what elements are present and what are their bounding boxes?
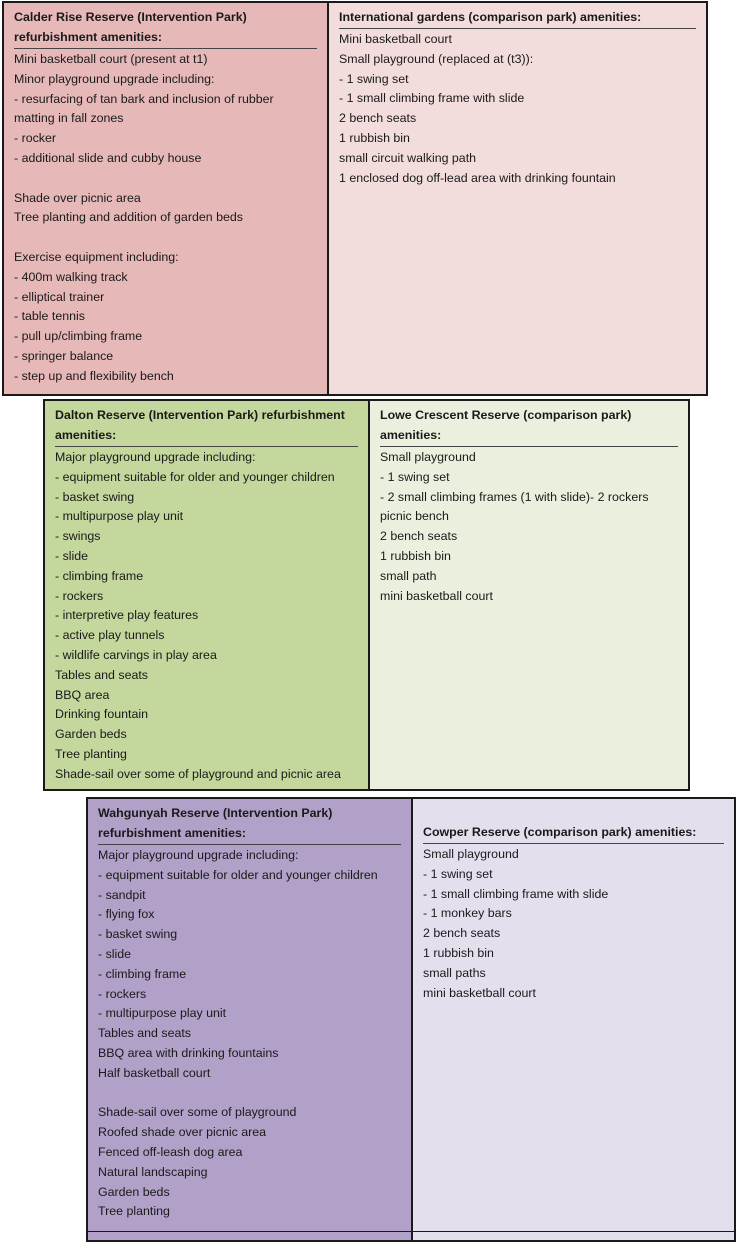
amenity-item: - rockers [98,986,147,1001]
amenity-item: 2 bench seats [339,111,417,126]
amenity-item: Drinking fountain [55,707,148,722]
amenity-item: - rocker [14,131,56,146]
amenity-list [14,50,317,387]
amenity-item: - 1 small climbing frame with slide [423,886,609,901]
section-title: Cowper Reserve (comparison park) amenities: [423,803,724,844]
amenity-item: - climbing frame [98,966,187,981]
amenity-item: picnic bench [380,509,449,524]
amenity-item: - multipurpose play unit [98,1006,227,1021]
amenity-item: - elliptical trainer [14,289,105,304]
section-title: Calder Rise Reserve (Intervention Park) refurbishment amenities: [14,7,317,49]
amenity-item: - 1 swing set [423,866,493,881]
amenity-item: 1 rubbish bin [423,945,494,960]
amenity-item: Garden beds [98,1184,170,1199]
amenity-item: - slide [55,548,89,563]
amenity-item: - table tennis [14,309,85,324]
calder-international-panel [2,1,708,396]
amenity-item: mini basketball court [380,588,493,603]
amenity-item: Major playground upgrade including: [98,848,299,862]
amenity-item: 2 bench seats [423,926,501,941]
amenity-item: 1 rubbish bin [380,548,451,563]
amenity-item: Tables and seats [55,667,148,682]
amenity-item: small path [380,568,437,583]
amenity-item: - equipment suitable for older and younger children [55,469,335,484]
amenity-item: Small playground [380,450,476,464]
amenity-item: - slide [98,946,132,961]
amenity-item: - active play tunnels [55,628,165,643]
amenity-item: - pull up/climbing frame [14,329,143,344]
cowper-reserve-section [411,799,734,1240]
amenity-item: - resurfacing of tan bark and inclusion of rubber matting in fall zones [14,91,274,126]
calder-rise-reserve-section [4,3,327,394]
amenity-item: - flying fox [98,907,155,922]
amenity-item: - 1 swing set [380,469,450,484]
section-title: International gardens (comparison park) amenities: [339,7,696,29]
amenity-item: Tables and seats [98,1026,191,1041]
amenity-list [339,30,696,188]
amenity-item: Shade-sail over some of playground [98,1105,297,1120]
amenity-item: - sandpit [98,887,146,902]
amenity-list [423,845,724,1003]
amenity-item: Exercise equipment including: [14,249,179,264]
amenity-item: small circuit walking path [339,150,477,165]
amenity-item: - step up and flexibility bench [14,368,174,383]
amenity-item: - 2 small climbing frames (1 with slide)- 2 rockers [380,489,649,504]
amenity-item: Natural landscaping [98,1164,208,1179]
spacer [14,228,317,248]
amenity-item: Fenced off-leash dog area [98,1144,243,1159]
amenity-item: - 1 swing set [339,71,409,86]
amenity-item: - equipment suitable for older and younger children [98,867,378,882]
amenity-item: - wildlife carvings in play area [55,647,217,662]
amenity-item: 1 enclosed dog off-lead area with drinking fountain [339,170,616,185]
amenity-item: - springer balance [14,348,114,363]
amenity-list [55,448,358,785]
amenity-item: BBQ area with drinking fountains [98,1045,279,1060]
amenity-item: - multipurpose play unit [55,509,184,524]
amenity-item: Major playground upgrade including: [55,450,256,464]
amenity-item: - 1 monkey bars [423,906,512,921]
amenity-item: - basket swing [98,927,178,942]
amenity-item: small paths [423,965,486,980]
spacer [98,1084,401,1104]
footer-strip [88,1231,411,1240]
dalton-lowe-panel [43,399,690,791]
amenity-item: Mini basketball court [339,32,452,46]
amenity-item: 2 bench seats [380,529,458,544]
footer-strip [413,1231,734,1240]
amenity-item: Tree planting and addition of garden beds [14,210,243,225]
amenity-item: Half basketball court [98,1065,211,1080]
amenity-list [380,448,678,606]
lowe-crescent-reserve-section [368,401,688,789]
amenity-item: - rockers [55,588,104,603]
amenity-item: - 400m walking track [14,269,128,284]
amenity-item: - climbing frame [55,568,144,583]
amenity-list [98,846,401,1222]
amenity-item: Shade over picnic area [14,190,141,205]
amenity-item: Garden beds [55,727,127,742]
amenity-item: Mini basketball court (present at t1) [14,52,208,66]
amenity-item: - additional slide and cubby house [14,150,202,165]
amenity-item: Small playground (replaced at (t3)): [339,51,534,66]
amenity-item: Tree planting [55,746,127,761]
amenity-item: - 1 small climbing frame with slide [339,91,525,106]
amenity-item: Roofed shade over picnic area [98,1125,267,1140]
amenity-item: Tree planting [98,1204,170,1219]
international-gardens-section [327,3,706,394]
amenity-item: Shade-sail over some of playground and picnic area [55,766,341,781]
amenity-item: 1 rubbish bin [339,130,410,145]
spacer [14,169,317,189]
amenity-item: - basket swing [55,489,135,504]
section-title: Wahgunyah Reserve (Intervention Park) refurbishment amenities: [98,803,401,845]
amenity-item: BBQ area [55,687,110,702]
amenity-item: mini basketball court [423,985,536,1000]
wahgunyah-reserve-section [88,799,411,1240]
dalton-reserve-section [45,401,368,789]
amenity-item: Minor playground upgrade including: [14,71,215,86]
section-title: Lowe Crescent Reserve (comparison park) amenities: [380,405,678,447]
section-title: Dalton Reserve (Intervention Park) refurbishment amenities: [55,405,358,447]
amenity-item: - swings [55,529,101,544]
amenity-item: - interpretive play features [55,608,199,623]
wahgunyah-cowper-panel [86,797,736,1242]
amenity-item: Small playground [423,847,519,861]
